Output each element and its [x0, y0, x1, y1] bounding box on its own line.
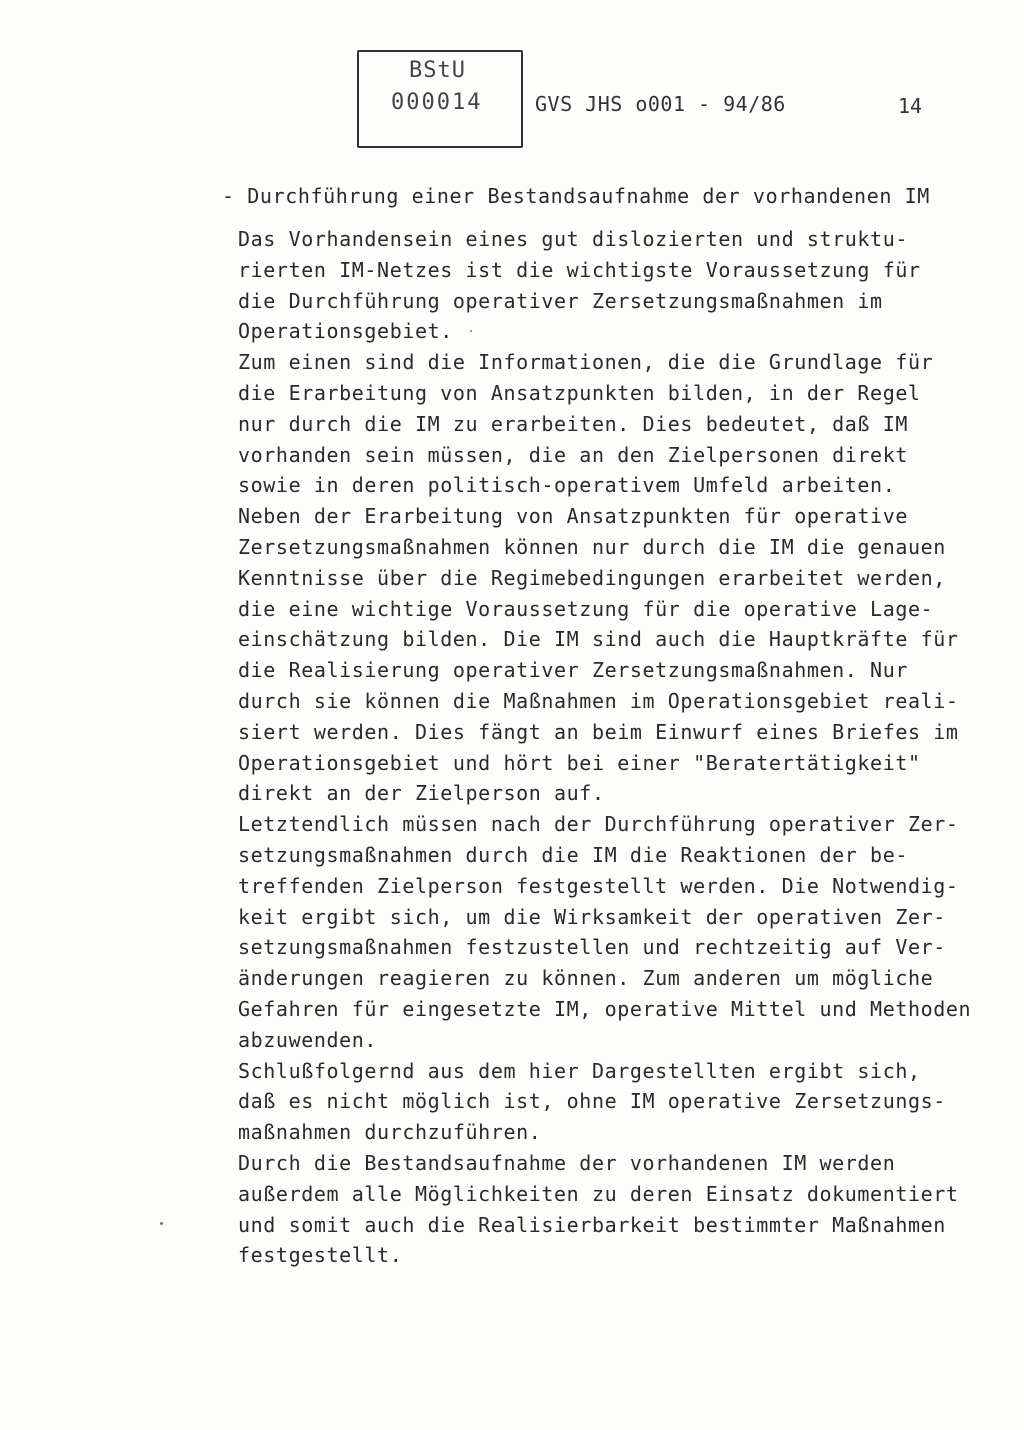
scan-speck	[470, 330, 472, 332]
text-line: direkt an der Zielperson auf.	[238, 781, 605, 806]
section-heading: - Durchführung einer Bestandsaufnahme der vorhandenen IM	[222, 184, 930, 208]
text-line: außerdem alle Möglichkeiten zu deren Einsatz dokumentiert	[238, 1181, 959, 1206]
text-line: die Erarbeitung von Ansatzpunkten bilden, in der Regel	[238, 380, 921, 405]
body-text	[238, 224, 978, 1271]
text-line: änderungen reagieren zu können. Zum anderen um mögliche	[238, 966, 934, 991]
text-line: maßnahmen durchzuführen.	[238, 1120, 542, 1145]
text-line: einschätzung bilden. Die IM sind auch die Hauptkräfte für	[238, 627, 959, 652]
text-line: Zum einen sind die Informationen, die die Grundlage für	[238, 350, 934, 375]
text-line: Letztendlich müssen nach der Durchführung operativer Zer-	[238, 812, 959, 837]
text-line: Kenntnisse über die Regimebedingungen erarbeitet werden,	[238, 565, 946, 590]
text-line: nur durch die IM zu erarbeiten. Dies bedeutet, daß IM	[238, 411, 908, 436]
text-line: keit ergibt sich, um die Wirksamkeit der operativen Zer-	[238, 904, 946, 929]
text-line: Durch die Bestandsaufnahme der vorhandenen IM werden	[238, 1150, 896, 1175]
text-line: sowie in deren politisch-operativem Umfeld arbeiten.	[238, 473, 896, 498]
text-line: vorhanden sein müssen, die an den Zielpersonen direkt	[238, 442, 908, 467]
text-line: und somit auch die Realisierbarkeit bestimmter Maßnahmen	[238, 1212, 946, 1237]
page-number: 14	[898, 94, 923, 118]
text-line: Operationsgebiet.	[238, 319, 453, 344]
text-line: Neben der Erarbeitung von Ansatzpunkten für operative	[238, 504, 908, 529]
text-line: Gefahren für eingesetzte IM, operative Mittel und Methoden	[238, 996, 972, 1021]
text-line: treffenden Zielperson festgestellt werden. Die Notwendig-	[238, 873, 959, 898]
archive-stamp	[357, 50, 523, 148]
text-line: Schlußfolgernd aus dem hier Dargestellten ergibt sich,	[238, 1058, 921, 1083]
text-line: siert werden. Dies fängt an beim Einwurf eines Briefes im	[238, 719, 959, 744]
text-line: setzungsmaßnahmen festzustellen und rechtzeitig auf Ver-	[238, 935, 946, 960]
stamp-number: 000014	[391, 90, 483, 115]
document-reference: GVS JHS o001 - 94/86	[535, 92, 786, 116]
text-line: die eine wichtige Voraussetzung für die operative Lage-	[238, 596, 934, 621]
text-line: setzungsmaßnahmen durch die IM die Reaktionen der be-	[238, 842, 908, 867]
text-line: Operationsgebiet und hört bei einer "Beratertätigkeit"	[238, 750, 921, 775]
text-line: durch sie können die Maßnahmen im Operationsgebiet reali-	[238, 688, 959, 713]
text-line: festgestellt.	[238, 1243, 403, 1268]
text-line: die Realisierung operativer Zersetzungsmaßnahmen. Nur	[238, 658, 908, 683]
text-line: rierten IM-Netzes ist die wichtigste Voraussetzung für	[238, 257, 921, 282]
text-line: daß es nicht möglich ist, ohne IM operative Zersetzungs-	[238, 1089, 946, 1114]
text-line: Zersetzungsmaßnahmen können nur durch die IM die genauen	[238, 534, 946, 559]
text-line: abzuwenden.	[238, 1027, 378, 1052]
text-line: Das Vorhandensein eines gut dislozierten und struktu-	[238, 227, 908, 251]
scan-speck	[160, 1222, 163, 1225]
text-line: die Durchführung operativer Zersetzungsmaßnahmen im	[238, 288, 883, 313]
stamp-label: BStU	[409, 58, 466, 83]
